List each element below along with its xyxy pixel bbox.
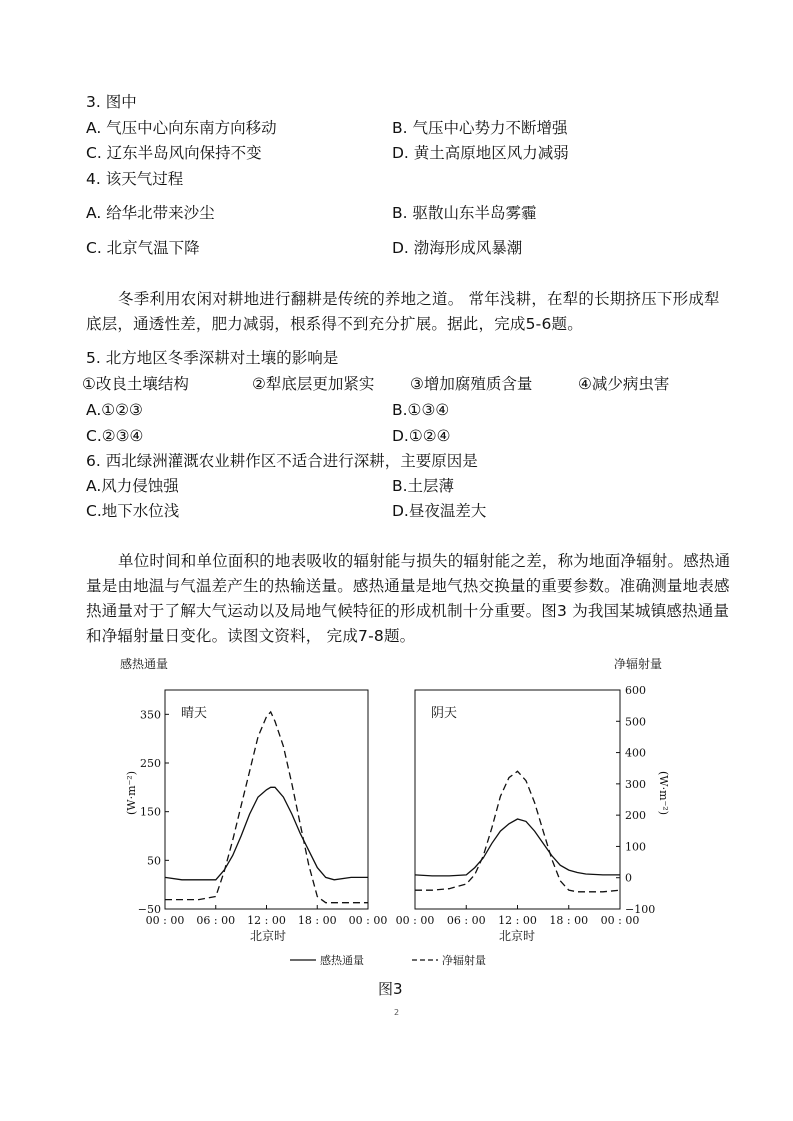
cloudy-xlabel: 北京时 bbox=[498, 929, 536, 943]
q5-item-4: ④减少病虫害 bbox=[578, 375, 670, 393]
sunny-panel-title: 晴天 bbox=[181, 706, 208, 721]
sunny-y-tick-label: 50 bbox=[147, 854, 161, 868]
q6-option-c: C.地下水位浅 bbox=[86, 502, 180, 520]
sunny-plot-frame bbox=[165, 690, 368, 909]
sunny-xlabel: 北京时 bbox=[249, 929, 287, 943]
sunny-y-tick-label: −50 bbox=[137, 903, 161, 916]
sunny-y-tick-label: 150 bbox=[140, 805, 161, 819]
cloudy-y2-tick-label: 400 bbox=[625, 746, 646, 760]
q5-option-a: A.①②③ bbox=[86, 401, 143, 419]
sunny-x-tick-label: 06 : 00 bbox=[196, 914, 236, 927]
figure-3-chart bbox=[0, 650, 793, 980]
q5-option-c: C.②③④ bbox=[86, 427, 144, 445]
q3-stem: 3. 图中 bbox=[86, 93, 137, 111]
cloudy-panel bbox=[396, 684, 656, 927]
passage-sensible-heat: 单位时间和单位面积的地表吸收的辐射能与损失的辐射能之差，称为地面净辐射。感热通量是由地温与气温差产生的热输送量。感热通量是地气热交换量的重要参数。准确测量地表感热通量对于了解大气运动以及局地气候特征的形成机制十分重要。图3 为我国某城镇感热通量和净辐射量日变化。读图文资料， 完成7-8题。 bbox=[86, 552, 731, 645]
sunny-x-tick-label: 18 : 00 bbox=[297, 914, 337, 927]
cloudy-y2-tick-label: 0 bbox=[625, 871, 632, 885]
q5-item-2: ②犁底层更加紧实 bbox=[252, 375, 375, 393]
q4-option-c: C. 北京气温下降 bbox=[86, 239, 200, 257]
legend-dashed-label: 净辐射量 bbox=[442, 954, 486, 967]
q5-option-d: D.①②④ bbox=[392, 427, 451, 445]
cloudy-x-tick-label: 06 : 00 bbox=[446, 914, 486, 927]
q6-option-a: A.风力侵蚀强 bbox=[86, 477, 179, 495]
q4-option-d: D. 渤海形成风暴潮 bbox=[392, 239, 523, 257]
q3-option-c: C. 辽东半岛风向保持不变 bbox=[86, 144, 262, 162]
sunny-y-tick-label: 250 bbox=[140, 757, 161, 770]
sunny-y-tick-label: 350 bbox=[140, 708, 161, 722]
cloudy-y2-tick-label: 100 bbox=[625, 840, 646, 854]
cloudy-y2-tick-label: 600 bbox=[625, 684, 646, 697]
q4-stem: 4. 该天气过程 bbox=[86, 170, 184, 188]
sunny-net-radiation-line bbox=[165, 712, 368, 903]
cloudy-x-tick-label: 18 : 00 bbox=[549, 914, 589, 927]
q6-option-d: D.昼夜温差大 bbox=[392, 502, 487, 520]
page-number: 2 bbox=[394, 1008, 400, 1017]
right-axis-title: 净辐射量 bbox=[614, 657, 663, 671]
sunny-x-tick-label: 12 : 00 bbox=[247, 914, 286, 927]
left-axis-unit: (W·m⁻²) bbox=[125, 770, 138, 816]
q3-option-a: A. 气压中心向东南方向移动 bbox=[86, 119, 277, 137]
q5-item-3: ③增加腐殖质含量 bbox=[410, 375, 533, 393]
cloudy-x-tick-label: 12 : 00 bbox=[498, 914, 537, 927]
sunny-panel bbox=[138, 705, 388, 927]
q3-option-b: B. 气压中心势力不断增强 bbox=[392, 119, 568, 137]
q5-stem: 5. 北方地区冬季深耕对土壤的影响是 bbox=[86, 349, 339, 367]
cloudy-y2-tick-label: 300 bbox=[625, 777, 646, 791]
cloudy-y2-tick-label: −100 bbox=[625, 903, 656, 916]
q5-item-1: ①改良土壤结构 bbox=[82, 375, 189, 393]
cloudy-y2-tick-label: 500 bbox=[625, 715, 646, 729]
q3-option-d: D. 黄土高原地区风力减弱 bbox=[392, 144, 569, 162]
cloudy-y2-tick-label: 200 bbox=[625, 809, 646, 823]
sunny-x-tick-label: 00 : 00 bbox=[145, 914, 185, 927]
passage-plow: 冬季利用农闲对耕地进行翻耕是传统的养地之道。 常年浅耕，在犁的长期挤压下形成犁底层，通透性差，肥力减弱，根系得不到充分扩展。据此，完成5-6题。 bbox=[86, 290, 720, 333]
left-axis-title: 感热通量 bbox=[120, 657, 169, 671]
sunny-sensible-heat-line bbox=[165, 787, 368, 880]
sunny-x-tick-label: 00 : 00 bbox=[348, 914, 388, 927]
figure-caption: 图3 bbox=[378, 980, 403, 998]
cloudy-x-tick-label: 00 : 00 bbox=[395, 914, 435, 927]
q6-stem: 6. 西北绿洲灌溉农业耕作区不适合进行深耕，主要原因是 bbox=[86, 452, 478, 470]
q4-option-b: B. 驱散山东半岛雾霾 bbox=[392, 204, 537, 222]
legend-solid-label: 感热通量 bbox=[320, 954, 364, 967]
q5-option-b: B.①③④ bbox=[392, 401, 450, 419]
cloudy-x-tick-label: 00 : 00 bbox=[600, 914, 640, 927]
q6-option-b: B.土层薄 bbox=[392, 477, 455, 495]
cloudy-panel-title: 阴天 bbox=[431, 706, 458, 721]
q4-option-a: A. 给华北带来沙尘 bbox=[86, 204, 215, 222]
right-axis-unit: (W·m⁻²) bbox=[657, 770, 670, 816]
cloudy-sensible-heat-line bbox=[415, 819, 620, 876]
